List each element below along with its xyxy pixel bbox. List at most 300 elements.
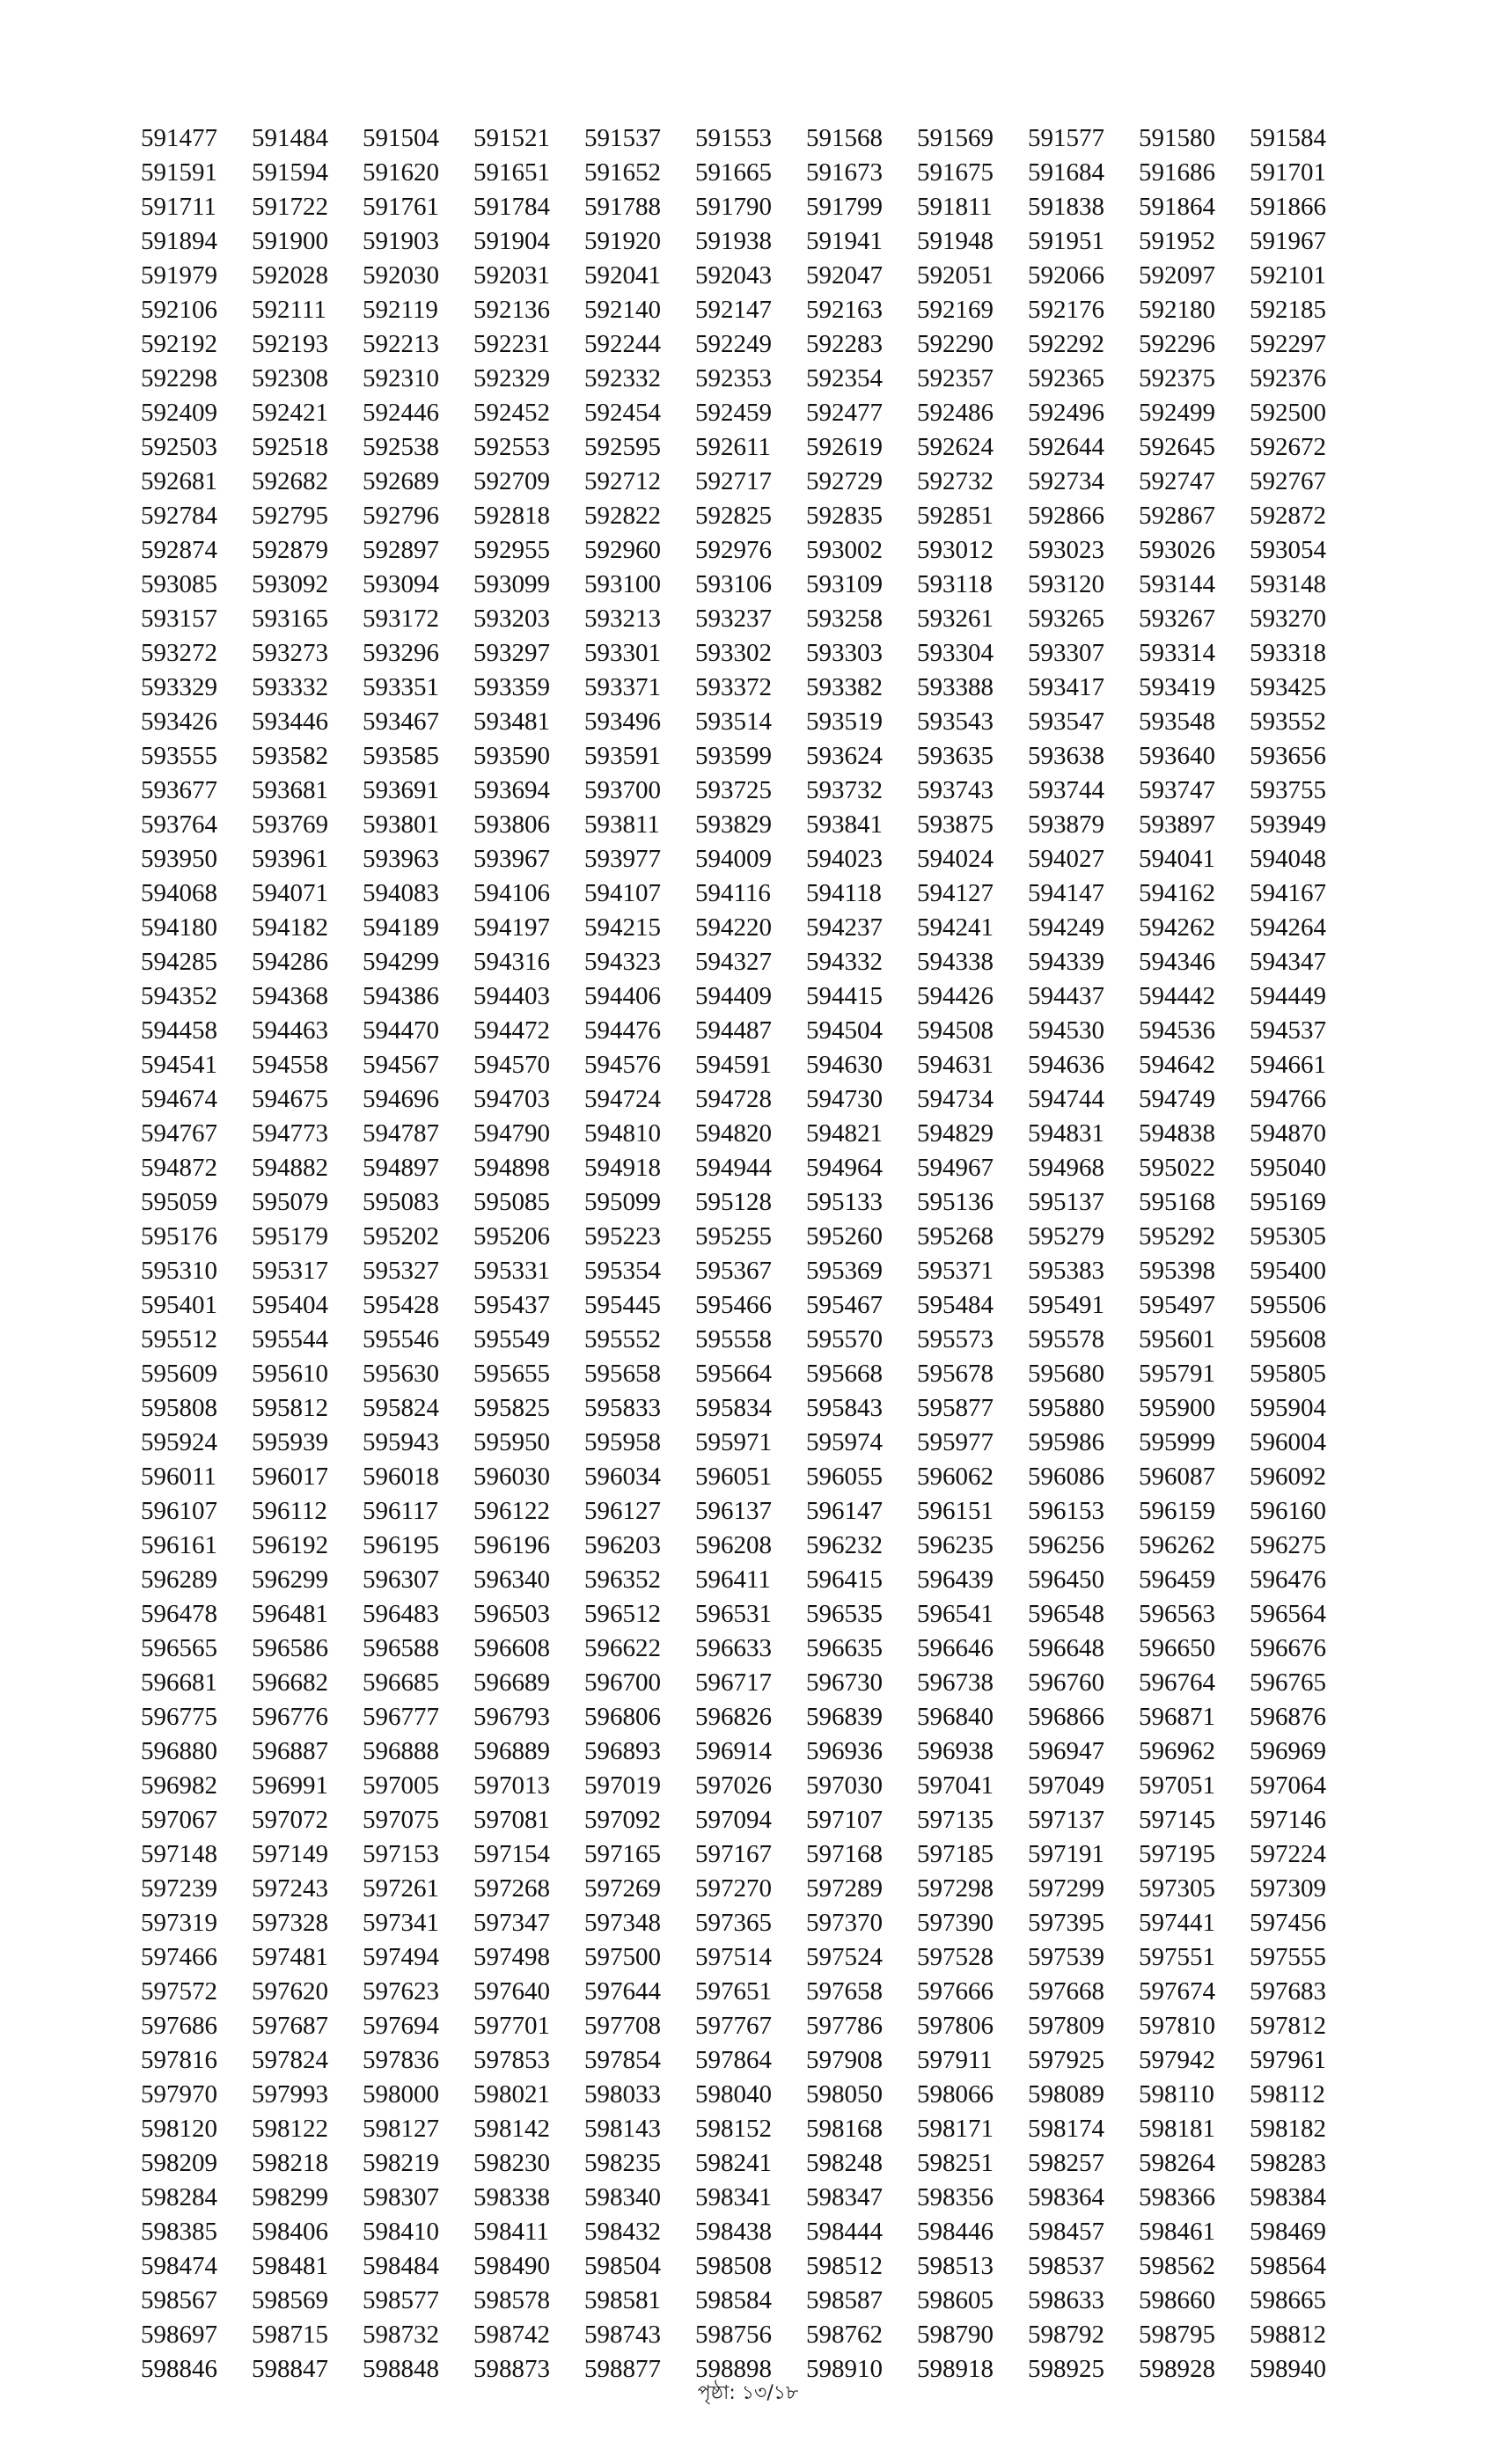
- roll-number: 594898: [473, 1154, 550, 1182]
- roll-number: 592499: [1139, 399, 1215, 427]
- roll-number: 592747: [1139, 467, 1215, 495]
- roll-number: 596127: [584, 1497, 661, 1525]
- roll-number: 592866: [1028, 502, 1104, 530]
- roll-number: 598715: [252, 2321, 328, 2349]
- roll-number: 593599: [695, 742, 772, 770]
- roll-number: 594476: [584, 1016, 661, 1045]
- roll-number: 594403: [473, 982, 550, 1010]
- roll-number: 592822: [584, 502, 661, 530]
- roll-number: 595808: [141, 1394, 217, 1422]
- roll-number: 594368: [252, 982, 328, 1010]
- roll-number: 597239: [141, 1874, 217, 1903]
- table-row: [141, 1872, 1360, 1906]
- roll-number: 597067: [141, 1806, 217, 1834]
- roll-number: 593304: [917, 639, 994, 667]
- roll-number: 595950: [473, 1428, 550, 1456]
- roll-number: 597191: [1028, 1840, 1104, 1868]
- roll-number: 592298: [141, 364, 217, 392]
- table-row: [141, 1254, 1360, 1288]
- roll-number: 596340: [473, 1566, 550, 1594]
- table-row: [141, 774, 1360, 808]
- roll-number: 592867: [1139, 502, 1215, 530]
- roll-number: 596541: [917, 1600, 994, 1628]
- roll-number: 592835: [806, 502, 883, 530]
- roll-number: 597185: [917, 1840, 994, 1868]
- roll-number: 594508: [917, 1016, 994, 1045]
- table-row: [141, 2215, 1360, 2249]
- roll-number: 593318: [1250, 639, 1326, 667]
- roll-number: 591951: [1028, 227, 1104, 255]
- roll-number: 592874: [141, 536, 217, 564]
- roll-number: 597268: [473, 1874, 550, 1903]
- roll-number: 596289: [141, 1566, 217, 1594]
- roll-number: 594730: [806, 1085, 883, 1113]
- roll-number: 598928: [1139, 2355, 1215, 2383]
- roll-number: 591866: [1250, 193, 1326, 221]
- roll-number: 593806: [473, 810, 550, 839]
- roll-number: 592712: [584, 467, 661, 495]
- roll-number: 594437: [1028, 982, 1104, 1010]
- roll-number: 594487: [695, 1016, 772, 1045]
- roll-number: 597149: [252, 1840, 328, 1868]
- roll-number: 597081: [473, 1806, 550, 1834]
- roll-number: 598120: [141, 2115, 217, 2143]
- table-row: [141, 1460, 1360, 1494]
- roll-number: 592296: [1139, 330, 1215, 358]
- roll-number: 596893: [584, 1737, 661, 1765]
- roll-number: 593085: [141, 570, 217, 598]
- roll-number: 594332: [806, 948, 883, 976]
- roll-number: 595331: [473, 1257, 550, 1285]
- roll-number: 596947: [1028, 1737, 1104, 1765]
- roll-number: 594182: [252, 913, 328, 942]
- roll-number: 594790: [473, 1119, 550, 1148]
- roll-number: 596776: [252, 1703, 328, 1731]
- roll-number: 592879: [252, 536, 328, 564]
- roll-number: 598347: [806, 2183, 883, 2211]
- table-row: [141, 1357, 1360, 1391]
- table-row: [141, 1563, 1360, 1597]
- roll-number: 592329: [473, 364, 550, 392]
- roll-number: 592290: [917, 330, 994, 358]
- roll-number: 597708: [584, 2012, 661, 2040]
- table-row: [141, 2078, 1360, 2112]
- roll-number: 594558: [252, 1051, 328, 1079]
- roll-number: 597347: [473, 1909, 550, 1937]
- roll-number: 591894: [141, 227, 217, 255]
- roll-number: 593764: [141, 810, 217, 839]
- roll-number: 592283: [806, 330, 883, 358]
- roll-number: 597466: [141, 1943, 217, 1971]
- roll-number: 595040: [1250, 1154, 1326, 1182]
- roll-number: 596262: [1139, 1531, 1215, 1559]
- roll-number: 596775: [141, 1703, 217, 1731]
- roll-number: 592375: [1139, 364, 1215, 392]
- roll-number: 595805: [1250, 1360, 1326, 1388]
- roll-number: 592645: [1139, 433, 1215, 461]
- roll-number: 592624: [917, 433, 994, 461]
- roll-number: 592976: [695, 536, 772, 564]
- roll-number: 598284: [141, 2183, 217, 2211]
- roll-number: 598569: [252, 2286, 328, 2314]
- roll-number: 591652: [584, 158, 661, 187]
- roll-number: 597319: [141, 1909, 217, 1937]
- roll-number: 592784: [141, 502, 217, 530]
- roll-number: 593591: [584, 742, 661, 770]
- roll-number: 594773: [252, 1119, 328, 1148]
- roll-number: 596196: [473, 1531, 550, 1559]
- roll-number: 592851: [917, 502, 994, 530]
- roll-number: 598925: [1028, 2355, 1104, 2383]
- roll-number: 598218: [252, 2149, 328, 2177]
- roll-number: 595059: [141, 1188, 217, 1216]
- roll-number: 598000: [363, 2080, 439, 2108]
- roll-number: 595260: [806, 1222, 883, 1250]
- roll-number: 592097: [1139, 261, 1215, 290]
- roll-number: 592332: [584, 364, 661, 392]
- roll-number: 596962: [1139, 1737, 1215, 1765]
- roll-number: 592308: [252, 364, 328, 392]
- roll-number: 593332: [252, 673, 328, 701]
- roll-number: 592101: [1250, 261, 1326, 290]
- table-row: [141, 568, 1360, 602]
- roll-number: 595083: [363, 1188, 439, 1216]
- roll-number: 598230: [473, 2149, 550, 2177]
- table-row: [141, 1117, 1360, 1151]
- roll-number: 596887: [252, 1737, 328, 1765]
- roll-number: 594041: [1139, 845, 1215, 873]
- roll-number: 595305: [1250, 1222, 1326, 1250]
- roll-number: 592231: [473, 330, 550, 358]
- roll-number: 596622: [584, 1634, 661, 1662]
- roll-number: 592066: [1028, 261, 1104, 290]
- roll-number: 597390: [917, 1909, 994, 1937]
- roll-number: 595544: [252, 1325, 328, 1353]
- roll-number: 594449: [1250, 982, 1326, 1010]
- roll-number: 595445: [584, 1291, 661, 1319]
- roll-number: 593157: [141, 605, 217, 633]
- roll-number: 595484: [917, 1291, 994, 1319]
- roll-number: 594024: [917, 845, 994, 873]
- roll-number: 593640: [1139, 742, 1215, 770]
- roll-number: 593638: [1028, 742, 1104, 770]
- roll-number: 597644: [584, 1977, 661, 2006]
- roll-number: 597687: [252, 2012, 328, 2040]
- roll-number: 596700: [584, 1668, 661, 1697]
- roll-number: 593148: [1250, 570, 1326, 598]
- roll-number: 594442: [1139, 982, 1215, 1010]
- roll-number: 597165: [584, 1840, 661, 1868]
- roll-number: 596151: [917, 1497, 994, 1525]
- roll-number: 596888: [363, 1737, 439, 1765]
- roll-number: 594323: [584, 948, 661, 976]
- roll-number: 594918: [584, 1154, 661, 1182]
- roll-number: 594703: [473, 1085, 550, 1113]
- roll-number: 594346: [1139, 948, 1215, 976]
- roll-number: 596839: [806, 1703, 883, 1731]
- roll-number: 592292: [1028, 330, 1104, 358]
- roll-number: 597195: [1139, 1840, 1215, 1868]
- roll-number: 591967: [1250, 227, 1326, 255]
- roll-number: 594728: [695, 1085, 772, 1113]
- roll-number: 593681: [252, 776, 328, 804]
- roll-number: 594027: [1028, 845, 1104, 873]
- roll-number: 592681: [141, 467, 217, 495]
- roll-number: 594882: [252, 1154, 328, 1182]
- roll-number: 593496: [584, 708, 661, 736]
- roll-number: 595437: [473, 1291, 550, 1319]
- roll-number: 598846: [141, 2355, 217, 2383]
- roll-number: 597640: [473, 1977, 550, 2006]
- roll-number: 592163: [806, 296, 883, 324]
- roll-number: 593585: [363, 742, 439, 770]
- roll-number: 596682: [252, 1668, 328, 1697]
- roll-number: 595833: [584, 1394, 661, 1422]
- roll-number: 596235: [917, 1531, 994, 1559]
- roll-number: 597243: [252, 1874, 328, 1903]
- roll-number: 593725: [695, 776, 772, 804]
- roll-number: 598848: [363, 2355, 439, 2383]
- roll-number: 591580: [1139, 124, 1215, 152]
- roll-number: 593700: [584, 776, 661, 804]
- roll-number: 597925: [1028, 2046, 1104, 2074]
- roll-number: 595136: [917, 1188, 994, 1216]
- roll-number: 594352: [141, 982, 217, 1010]
- roll-number: 591761: [363, 193, 439, 221]
- roll-number: 595549: [473, 1325, 550, 1353]
- roll-number: 595668: [806, 1360, 883, 1388]
- roll-number: 593950: [141, 845, 217, 873]
- roll-number: 596608: [473, 1634, 550, 1662]
- roll-number: 597030: [806, 1771, 883, 1800]
- roll-number: 594071: [252, 879, 328, 907]
- roll-number: 595279: [1028, 1222, 1104, 1250]
- roll-number: 593624: [806, 742, 883, 770]
- roll-number: 593691: [363, 776, 439, 804]
- roll-number: 592409: [141, 399, 217, 427]
- roll-number: 595168: [1139, 1188, 1215, 1216]
- roll-number: 594286: [252, 948, 328, 976]
- roll-number: 593841: [806, 810, 883, 839]
- roll-number: 594262: [1139, 913, 1215, 942]
- roll-number: 594023: [806, 845, 883, 873]
- roll-number: 598633: [1028, 2286, 1104, 2314]
- roll-number: 592047: [806, 261, 883, 290]
- roll-number: 593555: [141, 742, 217, 770]
- roll-number: 592136: [473, 296, 550, 324]
- roll-number: 592503: [141, 433, 217, 461]
- roll-number: 596153: [1028, 1497, 1104, 1525]
- roll-number: 598143: [584, 2115, 661, 2143]
- roll-number: 596307: [363, 1566, 439, 1594]
- table-row: [141, 1426, 1360, 1460]
- roll-number: 596459: [1139, 1566, 1215, 1594]
- roll-number: 597370: [806, 1909, 883, 1937]
- roll-number: 593302: [695, 639, 772, 667]
- roll-number: 596840: [917, 1703, 994, 1731]
- table-row: [141, 1323, 1360, 1357]
- roll-number: 595398: [1139, 1257, 1215, 1285]
- roll-number: 591722: [252, 193, 328, 221]
- roll-number: 595169: [1250, 1188, 1326, 1216]
- roll-number: 594897: [363, 1154, 439, 1182]
- roll-number: 597786: [806, 2012, 883, 2040]
- table-row: [141, 1632, 1360, 1666]
- roll-number: 598122: [252, 2115, 328, 2143]
- roll-number: 593811: [584, 810, 660, 839]
- roll-number: 596478: [141, 1600, 217, 1628]
- roll-number: 591553: [695, 124, 772, 152]
- roll-number: 596256: [1028, 1531, 1104, 1559]
- roll-number: 593635: [917, 742, 994, 770]
- roll-number: 597816: [141, 2046, 217, 2074]
- roll-number: 593467: [363, 708, 439, 736]
- roll-number: 592611: [695, 433, 771, 461]
- roll-number: 591477: [141, 124, 217, 152]
- roll-number: 594106: [473, 879, 550, 907]
- roll-number: 596565: [141, 1634, 217, 1662]
- roll-number: 596535: [806, 1600, 883, 1628]
- roll-number: 594118: [806, 879, 882, 907]
- roll-number: 592682: [252, 467, 328, 495]
- table-row: [141, 465, 1360, 499]
- roll-number: 598605: [917, 2286, 994, 2314]
- roll-number: 592051: [917, 261, 994, 290]
- roll-number: 591675: [917, 158, 994, 187]
- roll-number: 594180: [141, 913, 217, 942]
- roll-number: 594048: [1250, 845, 1326, 873]
- roll-number: 595570: [806, 1325, 883, 1353]
- roll-number: 594472: [473, 1016, 550, 1045]
- roll-number: 594285: [141, 948, 217, 976]
- roll-number: 592169: [917, 296, 994, 324]
- roll-number: 593267: [1139, 605, 1215, 633]
- roll-number: 594338: [917, 948, 994, 976]
- roll-number: 594734: [917, 1085, 994, 1113]
- roll-number: 596871: [1139, 1703, 1215, 1731]
- roll-number: 593419: [1139, 673, 1215, 701]
- roll-number: 596034: [584, 1463, 661, 1491]
- roll-number: 595880: [1028, 1394, 1104, 1422]
- roll-number: 598461: [1139, 2218, 1215, 2246]
- table-row: [141, 1529, 1360, 1563]
- roll-number: 597019: [584, 1771, 661, 1800]
- table-row: [141, 876, 1360, 911]
- roll-number: 595401: [141, 1291, 217, 1319]
- roll-number: 597456: [1250, 1909, 1326, 1937]
- roll-number: 595404: [252, 1291, 328, 1319]
- roll-number: 597224: [1250, 1840, 1326, 1868]
- roll-number: 595383: [1028, 1257, 1104, 1285]
- roll-number: 596503: [473, 1600, 550, 1628]
- roll-number: 596004: [1250, 1428, 1326, 1456]
- roll-number: 591838: [1028, 193, 1104, 221]
- roll-number: 596159: [1139, 1497, 1215, 1525]
- roll-number: 595664: [695, 1360, 772, 1388]
- roll-number: 592897: [363, 536, 439, 564]
- roll-number: 598567: [141, 2286, 217, 2314]
- roll-number: 593547: [1028, 708, 1104, 736]
- roll-number: 597539: [1028, 1943, 1104, 1971]
- roll-number: 595371: [917, 1257, 994, 1285]
- roll-number: 596650: [1139, 1634, 1215, 1662]
- roll-number: 591484: [252, 124, 328, 152]
- roll-number: 598438: [695, 2218, 772, 2246]
- roll-number: 593273: [252, 639, 328, 667]
- roll-number: 595176: [141, 1222, 217, 1250]
- roll-number: 592477: [806, 399, 883, 427]
- table-row: [141, 1906, 1360, 1940]
- roll-number: 596017: [252, 1463, 328, 1491]
- roll-number: 592376: [1250, 364, 1326, 392]
- roll-number: 592644: [1028, 433, 1104, 461]
- roll-number: 598790: [917, 2321, 994, 2349]
- roll-number: 593120: [1028, 570, 1104, 598]
- table-row: [141, 1837, 1360, 1872]
- roll-number: 594567: [363, 1051, 439, 1079]
- roll-number: 598918: [917, 2355, 994, 2383]
- roll-number: 598110: [1139, 2080, 1214, 2108]
- table-row: [141, 1391, 1360, 1426]
- roll-number: 592310: [363, 364, 439, 392]
- roll-number: 596969: [1250, 1737, 1326, 1765]
- roll-number: 594675: [252, 1085, 328, 1113]
- roll-number: 598562: [1139, 2252, 1215, 2280]
- roll-number: 593272: [141, 639, 217, 667]
- roll-number: 596765: [1250, 1668, 1326, 1697]
- table-row: [141, 362, 1360, 396]
- roll-number: 595546: [363, 1325, 439, 1353]
- roll-number: 593897: [1139, 810, 1215, 839]
- roll-number: 595099: [584, 1188, 661, 1216]
- roll-number: 591903: [363, 227, 439, 255]
- roll-number: 593417: [1028, 673, 1104, 701]
- roll-number: 594116: [695, 879, 771, 907]
- roll-number: 593875: [917, 810, 994, 839]
- roll-number: 598127: [363, 2115, 439, 2143]
- roll-number: 591537: [584, 124, 661, 152]
- roll-number: 596055: [806, 1463, 883, 1491]
- roll-number: 591665: [695, 158, 772, 187]
- roll-number: 593165: [252, 605, 328, 633]
- roll-number: 595573: [917, 1325, 994, 1353]
- roll-number: 597137: [1028, 1806, 1104, 1834]
- table-row: [141, 156, 1360, 190]
- roll-number: 596450: [1028, 1566, 1104, 1594]
- roll-number: 596195: [363, 1531, 439, 1559]
- roll-number: 594810: [584, 1119, 661, 1148]
- roll-number: 594767: [141, 1119, 217, 1148]
- roll-number: 595327: [363, 1257, 439, 1285]
- roll-number: 598432: [584, 2218, 661, 2246]
- table-row: [141, 1700, 1360, 1734]
- roll-number: 593382: [806, 673, 883, 701]
- table-row: [141, 1014, 1360, 1048]
- table-row: [141, 499, 1360, 533]
- roll-number: 593099: [473, 570, 550, 598]
- roll-number: 593023: [1028, 536, 1104, 564]
- roll-number: 593213: [584, 605, 661, 633]
- roll-number: 593514: [695, 708, 772, 736]
- roll-number: 593552: [1250, 708, 1326, 736]
- roll-number: 593967: [473, 845, 550, 873]
- page-number: পৃষ্ঠা: ১৩/১৮: [697, 2382, 799, 2404]
- roll-number: 593012: [917, 536, 994, 564]
- roll-number: 594386: [363, 982, 439, 1010]
- roll-number: 597961: [1250, 2046, 1326, 2074]
- roll-number: 596203: [584, 1531, 661, 1559]
- roll-number: 593548: [1139, 708, 1215, 736]
